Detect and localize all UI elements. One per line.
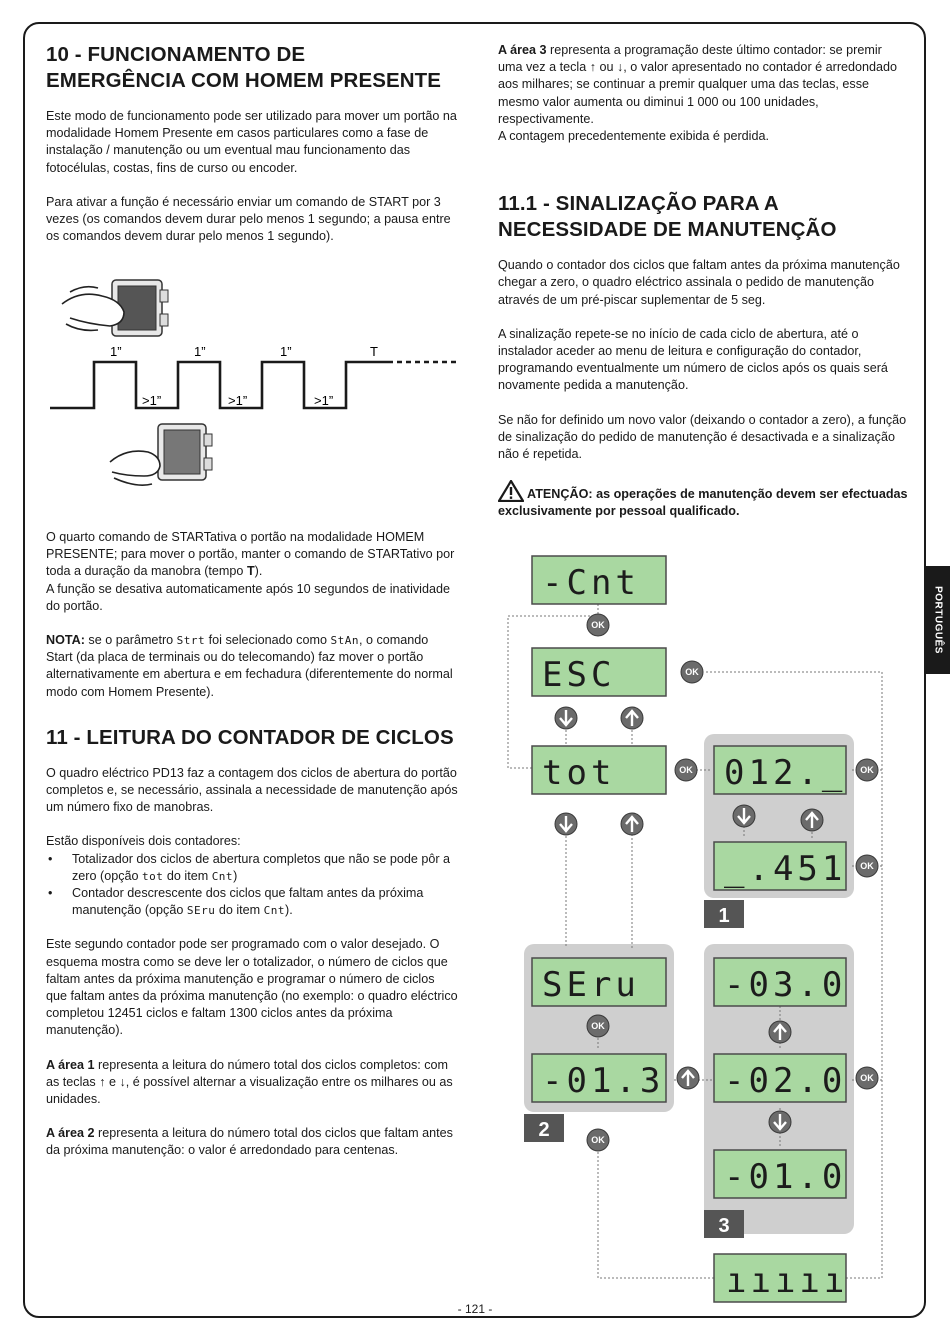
- b2-item: Cnt: [263, 904, 285, 918]
- counter-list-item-1: [46, 851, 458, 885]
- p3-text-c: ).: [254, 564, 263, 579]
- area-3-label: A área 3: [498, 43, 547, 57]
- counter-list-item-2: [46, 885, 458, 919]
- p3-text-d: A função se desativa automaticamente após 10 segundos de inatividade do portão.: [46, 581, 450, 613]
- area-2-label: A área 2: [46, 1126, 95, 1141]
- pressed-button-illustration: [62, 280, 168, 336]
- down-arrow-icon: [555, 707, 577, 729]
- section-10-title: [46, 42, 458, 94]
- b2-code: SEru: [186, 904, 216, 918]
- ok-button-units: [856, 855, 878, 877]
- display-seru-value-text: -01.3: [542, 1061, 665, 1101]
- up-arrow-icon: [621, 707, 643, 729]
- start-signal-waveform: [50, 362, 388, 408]
- pulse-label-2: 1”: [194, 344, 206, 359]
- nota-value-code: StAn: [330, 634, 359, 648]
- display-set-1: [714, 1150, 846, 1198]
- section-10-paragraph-2: Para ativar a função é necessário enviar um comando de START por 3 vezes (os comandos devem durar pelo menos 1 segundo; a pausa entre os comandos devem durar pelo menos 1 segundo).: [46, 194, 451, 244]
- ok-label: OK: [679, 765, 693, 775]
- nota-param-code: Strt: [176, 634, 206, 648]
- b1-text-a: Totalizador dos ciclos de abertura completos que não se pode pôr a zero (opção: [72, 851, 451, 883]
- ok-button-set-2: [856, 1067, 878, 1089]
- p3-text-a: O quarto comando de STARTativa o portão na modalidade HOMEM PRESENTE; para mover o portão, manter o comando de STARTativo por toda a duração da manobra (tempo: [46, 530, 455, 579]
- ok-button-seru-value: [587, 1129, 609, 1151]
- display-thousands-text: 012._: [724, 753, 847, 793]
- up-arrow-icon: [677, 1067, 699, 1089]
- section-11-paragraph-1: O quadro eléctrico PD13 faz a contagem dos ciclos de abertura do portão completos e, se necessário, assinala a necessidade de manutenção após um número fixo de manobras.: [46, 765, 458, 815]
- left-column-top: [46, 42, 458, 262]
- area-3-number: 3: [718, 1215, 730, 1237]
- section-11-paragraph-3: Este segundo contador pode ser programado com o valor desejado. O esquema mostra como se deve ler o totalizador, o número de ciclos que faltam antes da próxima manutenção e programar o número de ciclos que faltam antes da próxima manutenção (no exemplo: o quadro eléctrico completou 12451 ciclos e faltam 1300 ciclos antes da próxima manutenção).: [46, 937, 458, 1038]
- seru-val-ok-connector: [598, 1152, 714, 1278]
- display-set-3: [714, 958, 846, 1006]
- b2-text-b: do item: [215, 903, 264, 918]
- area-3-paragraph: [498, 42, 908, 128]
- area-3-tail: A contagem precedentemente exibida é perdida.: [498, 129, 769, 144]
- ok-label: OK: [591, 1135, 605, 1145]
- display-units-text: _.451: [724, 849, 847, 889]
- ok-button-seru: [587, 1015, 609, 1037]
- area-1-label: A área 1: [46, 1057, 95, 1072]
- display-cnt-text: -Cnt: [542, 563, 640, 603]
- section-10-paragraph-1: Este modo de funcionamento pode ser utilizado para mover um portão na modalidade Homem Presente em casos particulares como a fase de instalação / manutenção ou um eventual mau funcionamento das fotocélulas, costas, fins de curso ou encoder.: [46, 109, 457, 175]
- display-esc-text: ESC: [542, 655, 616, 695]
- section-11-paragraph-2: Estão disponíveis dois contadores:: [46, 834, 241, 849]
- display-esc: [532, 648, 666, 696]
- b1-text-b: do item: [163, 868, 212, 883]
- start-timing-diagram: [40, 262, 480, 502]
- display-set-2: [714, 1054, 846, 1102]
- page-number: - 121 -: [457, 1302, 493, 1316]
- nota-text-a: se o parâmetro: [84, 633, 177, 648]
- display-confirm: [714, 1254, 848, 1302]
- language-tab-label: PORTUGUÊS: [932, 586, 944, 654]
- gap-label-1: >1”: [142, 393, 162, 408]
- display-thousands: [714, 746, 846, 794]
- button-hold-illustration: [110, 424, 212, 485]
- nota-label: NOTA:: [46, 633, 85, 648]
- up-arrow-icon: [769, 1021, 791, 1043]
- ok-label: OK: [860, 1073, 874, 1083]
- ok-button-tot: [675, 759, 697, 781]
- right-column: [498, 42, 908, 538]
- section-11-1-title: [498, 191, 908, 243]
- section-10-title-line1: 10 - FUNCIONAMENTO DE: [46, 43, 306, 66]
- area-1-number: 1: [718, 905, 730, 927]
- display-seru-text: SEru: [542, 965, 640, 1005]
- section-11-1-title-line2: NECESSIDADE DE MANUTENÇÃO: [498, 218, 837, 242]
- up-arrow-icon: [801, 809, 823, 831]
- area-2-number: 2: [538, 1119, 550, 1141]
- area-1-text: representa a leitura do número total dos ciclos completos: com as teclas ↑ e ↓, é possível alternar a visualização entre os milhares ou as unidades.: [46, 1057, 453, 1107]
- b1-code: tot: [142, 869, 164, 883]
- display-set-3-text: -03.0: [724, 965, 847, 1005]
- section-11-title: 11 - LEITURA DO CONTADOR DE CICLOS: [46, 725, 454, 749]
- b1-text-c: ): [233, 868, 238, 883]
- ok-button-esc: [681, 661, 703, 683]
- down-arrow-icon: [769, 1111, 791, 1133]
- left-column-bottom: [46, 529, 458, 1177]
- display-tot-text: tot: [542, 753, 616, 793]
- b1-item: Cnt: [211, 869, 234, 883]
- display-units: [714, 842, 846, 890]
- section-10-title-line2: EMERGÊNCIA COM HOMEM PRESENTE: [46, 69, 442, 92]
- display-set-2-text: -02.0: [724, 1061, 847, 1101]
- language-tab: [926, 566, 950, 674]
- time-t-label: T: [370, 344, 378, 359]
- section-11-1-paragraph-2: A sinalização repete-se no início de cada ciclo de abertura, até o instalador aceder ao menu de leitura e configuração do contador, programando eventualmente um número de ciclos após os quais será novamente pedida a manutenção.: [498, 326, 888, 393]
- warning-paragraph: [498, 480, 908, 520]
- pulse-label-3: 1”: [280, 344, 292, 359]
- area-3-text: representa a programação deste último contador: se premir uma vez a tecla ↑ ou ↓, o valor apresentado no contador é arredondado aos milhares; se continuar a premir qualquer uma das teclas, esse mesmo valor aumenta ou diminui 1 000 ou 100 unidades, respectivamente.: [498, 43, 898, 126]
- display-set-1-text: -01.0: [724, 1157, 847, 1197]
- pulse-label-1: 1”: [110, 344, 122, 359]
- nota-text-b: foi selecionado como: [205, 633, 331, 648]
- display-cnt: [532, 556, 666, 604]
- down-arrow-icon: [555, 813, 577, 835]
- nota-paragraph: [46, 632, 458, 701]
- up-arrow-icon: [621, 813, 643, 835]
- ok-label: OK: [860, 861, 874, 871]
- ok-label: OK: [860, 765, 874, 775]
- section-10-paragraph-3: [46, 529, 458, 615]
- area-1-paragraph: [46, 1057, 458, 1109]
- down-arrow-icon: [733, 805, 755, 827]
- ok-button-thousands: [856, 759, 878, 781]
- area-2-paragraph: [46, 1125, 458, 1159]
- warning-triangle-icon: [498, 480, 524, 502]
- counter-list: [46, 851, 458, 920]
- gap-label-3: >1”: [314, 393, 334, 408]
- ok-label: OK: [685, 667, 699, 677]
- display-confirm-text: ııııı: [726, 1261, 849, 1301]
- ok-label: OK: [591, 1021, 605, 1031]
- b2-text-c: ).: [285, 903, 293, 918]
- nota-text-c: , o comando Start (da placa de terminais ou do telecomando) faz mover o portão alternativamente em abertura e em fechadura (diferentemente do normal modo com Homem Presente).: [46, 633, 453, 699]
- display-tot: [532, 746, 666, 794]
- display-seru: [532, 958, 666, 1006]
- counter-menu-diagram: [498, 548, 912, 1308]
- section-11-1-paragraph-3: Se não for definido um novo valor (deixando o contador a zero), a função de sinalização do pedido de manutenção é desactivada e a sinalização não é repetida.: [498, 412, 907, 462]
- b2-text-a: Contador descrescente dos ciclos que faltam antes da próxima manutenção (opção: [72, 886, 424, 918]
- display-seru-value: [532, 1054, 666, 1102]
- p3-time-t: T: [246, 564, 255, 579]
- ok-button-cnt: [587, 614, 609, 636]
- section-11-1-paragraph-1: Quando o contador dos ciclos que faltam antes da próxima manutenção chegar a zero, o quadro eléctrico assinala o pedido de manutenção através de um pré-piscar suplementar de 5 seg.: [498, 258, 900, 307]
- section-11-1-title-line1: 11.1 - SINALIZAÇÃO PARA A: [498, 192, 779, 216]
- gap-label-2: >1”: [228, 393, 248, 408]
- area-2-text: representa a leitura do número total dos ciclos que faltam antes da próxima manutenção: o valor é arredondado para centenas.: [46, 1126, 453, 1158]
- ok-label: OK: [591, 620, 605, 630]
- warning-text: ATENÇÃO: as operações de manutenção devem ser efectuadas exclusivamente por pessoal qualificado.: [498, 487, 908, 519]
